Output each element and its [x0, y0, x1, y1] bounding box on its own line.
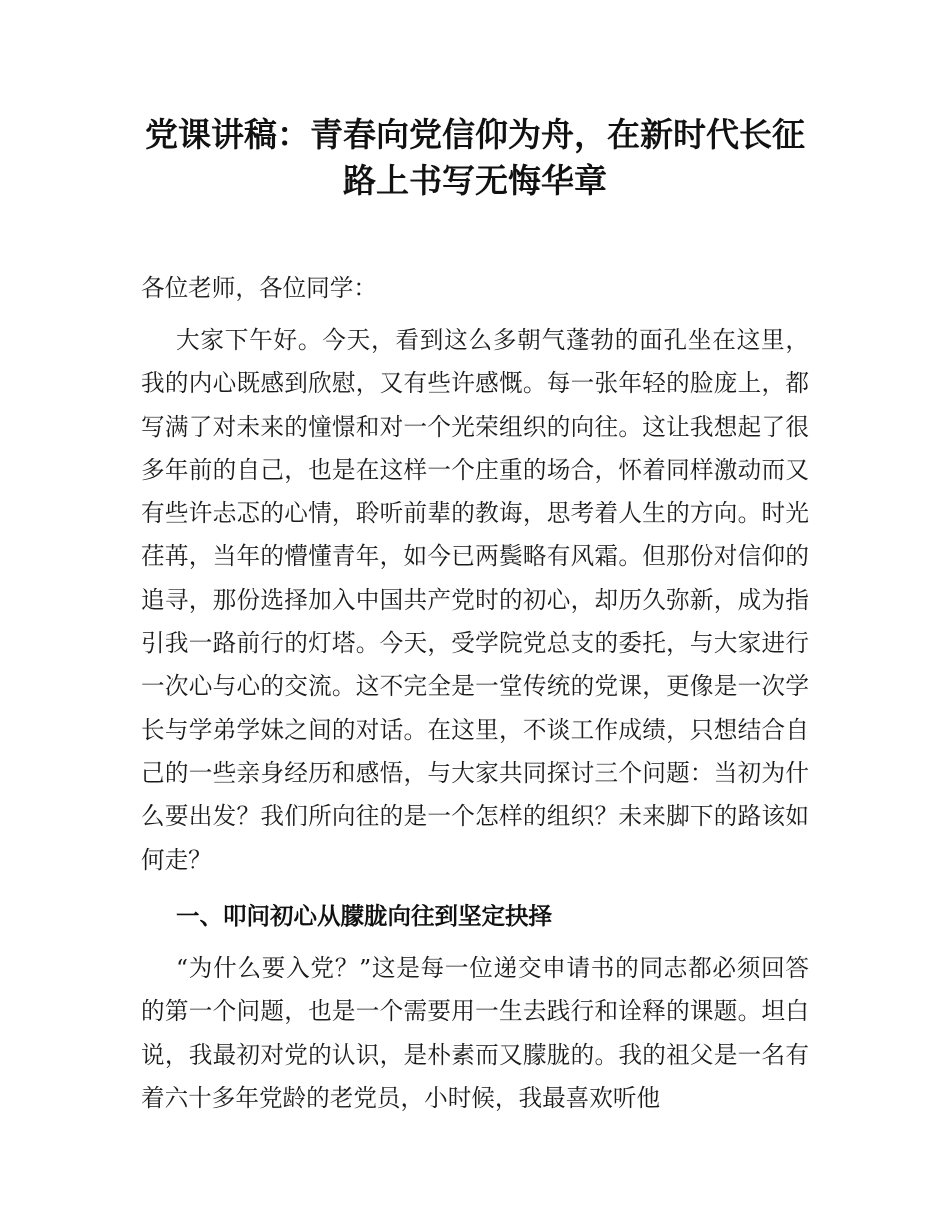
paragraph-intro: 大家下午好。今天，看到这么多朝气蓬勃的面孔坐在这里，我的内心既感到欣慰，又有些许感慨。每一张年轻的脸庞上，都写满了对未来的憧憬和对一个光荣组织的向往。这让我想起了很多年前的自己，也是在这样一个庄重的场合，怀着同样激动而又有些许忐忑的心情，聆听前辈的教诲，思考着人生的方向。时光荏苒，当年的懵懂青年，如今已两鬓略有风霜。但那份对信仰的追寻，那份选择加入中国共产党时的初心，却历久弥新，成为指引我一路前行的灯塔。今天，受学院党总支的委托，与大家进行一次心与心的交流。这不完全是一堂传统的党课，更像是一次学长与学弟学妹之间的对话。在这里，不谈工作成绩，只想结合自己的一些亲身经历和感悟，与大家共同探讨三个问题：当初为什么要出发？我们所向往的是一个怎样的组织？未来脚下的路该如何走？	[141, 326, 809, 874]
paragraph-section-1: “为什么要入党？”这是每一位递交申请书的同志都必须回答的第一个问题，也是一个需要用一生去践行和诠释的课题。坦白说，我最初对党的认识，是朴素而又朦胧的。我的祖父是一名有着六十多年党龄的老党员，小时候，我最喜欢听他	[141, 954, 809, 1112]
title-line-2: 路上书写无悔华章	[343, 161, 607, 200]
section-heading-1: 一、叩问初心从朦胧向往到坚定抉择	[176, 902, 552, 930]
document-title	[120, 112, 830, 204]
title-line-1: 党课讲稿：青春向党信仰为舟，在新时代长征	[145, 115, 805, 154]
salutation: 各位老师，各位同学：	[141, 274, 377, 302]
